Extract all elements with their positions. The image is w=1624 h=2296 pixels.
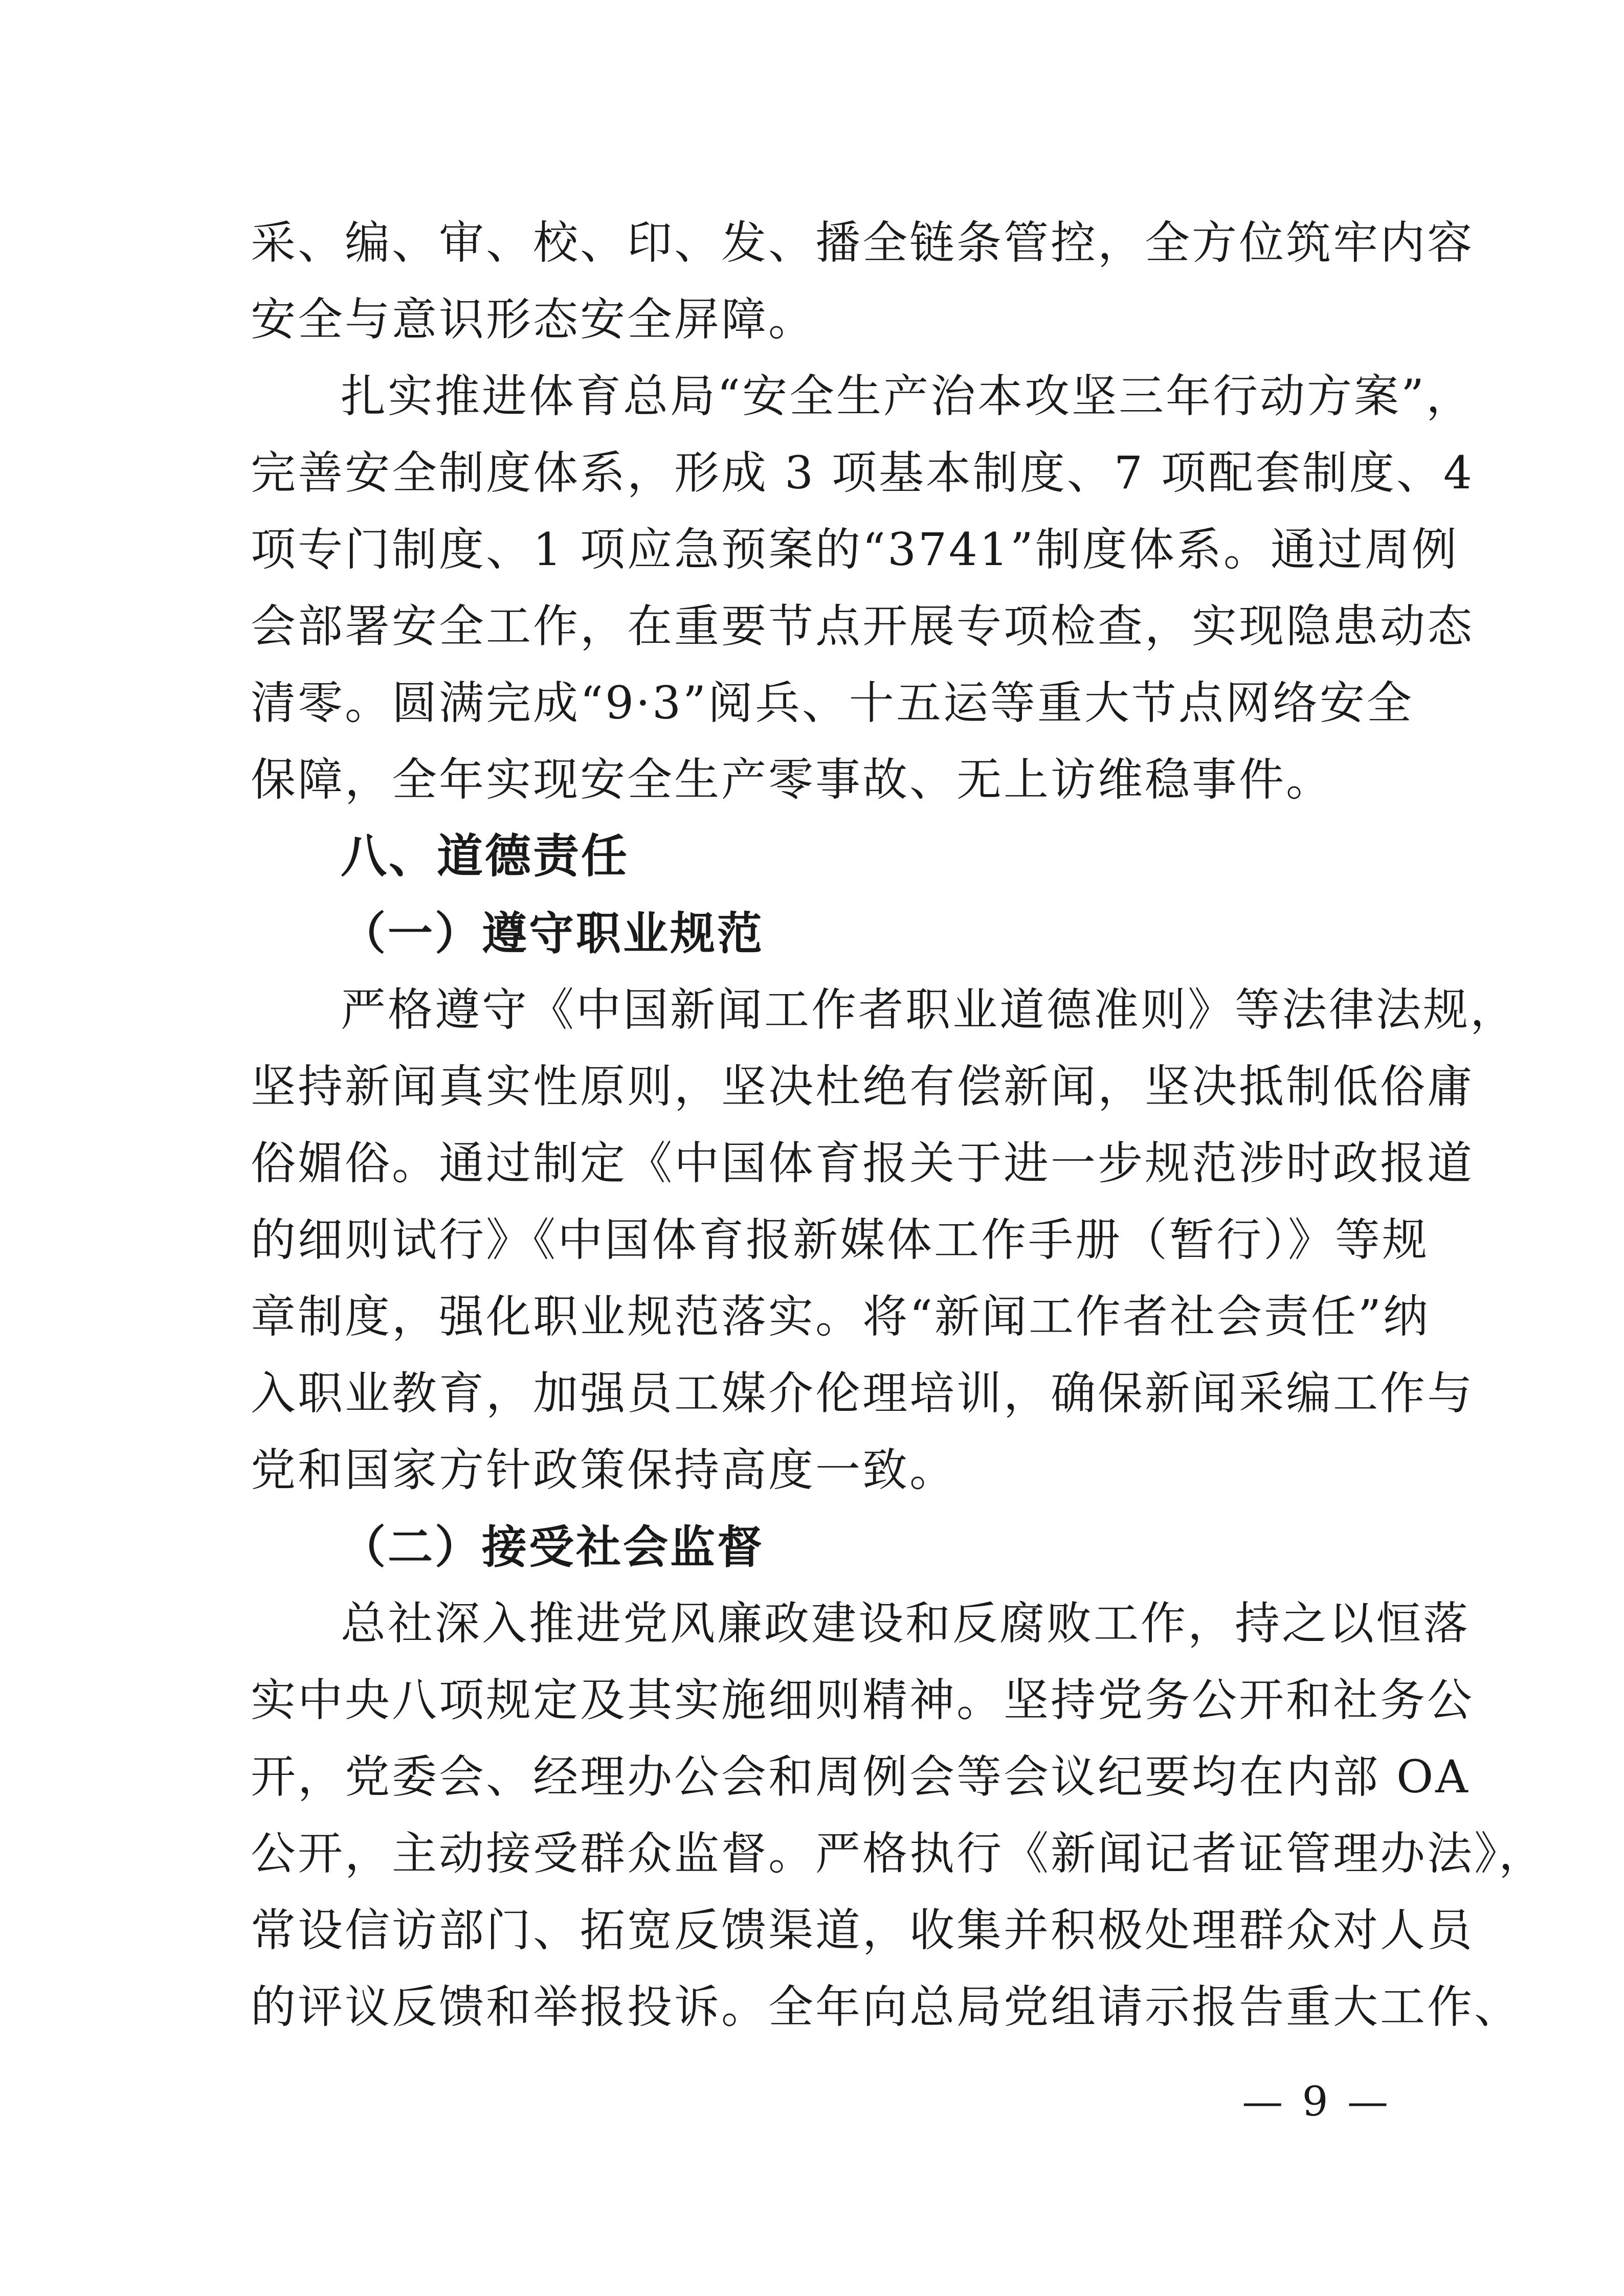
paragraph-line: 开，党委会、经理办公会和周例会等会议纪要均在内部 OA <box>251 1750 1470 1803</box>
paragraph-line: 保障，全年实现安全生产零事故、无上访维稳事件。 <box>251 753 1333 806</box>
paragraph-line: 入职业教育，加强员工媒介伦理培训，确保新闻采编工作与 <box>251 1367 1475 1420</box>
paragraph-line: 严格遵守《中国新闻工作者职业道德准则》等法律法规， <box>341 983 1518 1036</box>
page-number: — 9 — <box>1242 2078 1391 2125</box>
paragraph-line: 党和国家方针政策保持高度一致。 <box>251 1444 957 1496</box>
paragraph-line: 实中央八项规定及其实施细则精神。坚持党务公开和社务公 <box>251 1674 1475 1726</box>
paragraph-line: 扎实推进体育总局“安全生产治本攻坚三年行动方案”， <box>341 370 1473 422</box>
paragraph-line: 公开，主动接受群众监督。严格执行《新闻记者证管理办法》， <box>251 1827 1546 1880</box>
paragraph-line: 的细则试行》《中国体育报新媒体工作手册（暂行）》等规 <box>251 1213 1430 1266</box>
paragraph-line: 安全与意识形态安全屏障。 <box>251 293 816 346</box>
body-text <box>251 205 1546 2045</box>
paragraph-line: 采、编、审、校、印、发、播全链条管控，全方位筑牢内容 <box>251 216 1475 269</box>
paragraph-line: 常设信访部门、拓宽反馈渠道，收集并积极处理群众对人员 <box>251 1904 1475 1956</box>
paragraph-line: 的评议反馈和举报投诉。全年向总局党组请示报告重大工作、 <box>251 1980 1522 2033</box>
section-heading: 八、道德责任 <box>341 829 629 883</box>
paragraph-line: 会部署安全工作，在重要节点开展专项检查，实现隐患动态 <box>251 600 1475 652</box>
paragraph-line: 俗媚俗。通过制定《中国体育报关于进一步规范涉时政报道 <box>251 1137 1475 1189</box>
paragraph-line: 项专门制度、1 项应急预案的“3741”制度体系。通过周例 <box>251 523 1459 576</box>
paragraph-line: 坚持新闻真实性原则，坚决杜绝有偿新闻，坚决抵制低俗庸 <box>251 1060 1475 1113</box>
paragraph-line: 完善安全制度体系，形成 3 项基本制度、7 项配套制度、4 <box>251 446 1474 499</box>
subsection-heading: （二）接受社会监督 <box>341 1520 765 1573</box>
paragraph-line: 总社深入推进党风廉政建设和反腐败工作，持之以恒落 <box>341 1597 1471 1650</box>
paragraph-line: 章制度，强化职业规范落实。将“新闻工作者社会责任”纳 <box>251 1290 1430 1343</box>
subsection-heading: （一）遵守职业规范 <box>341 907 765 960</box>
paragraph-line: 清零。圆满完成“9·3”阅兵、十五运等重大节点网络安全 <box>251 677 1414 729</box>
